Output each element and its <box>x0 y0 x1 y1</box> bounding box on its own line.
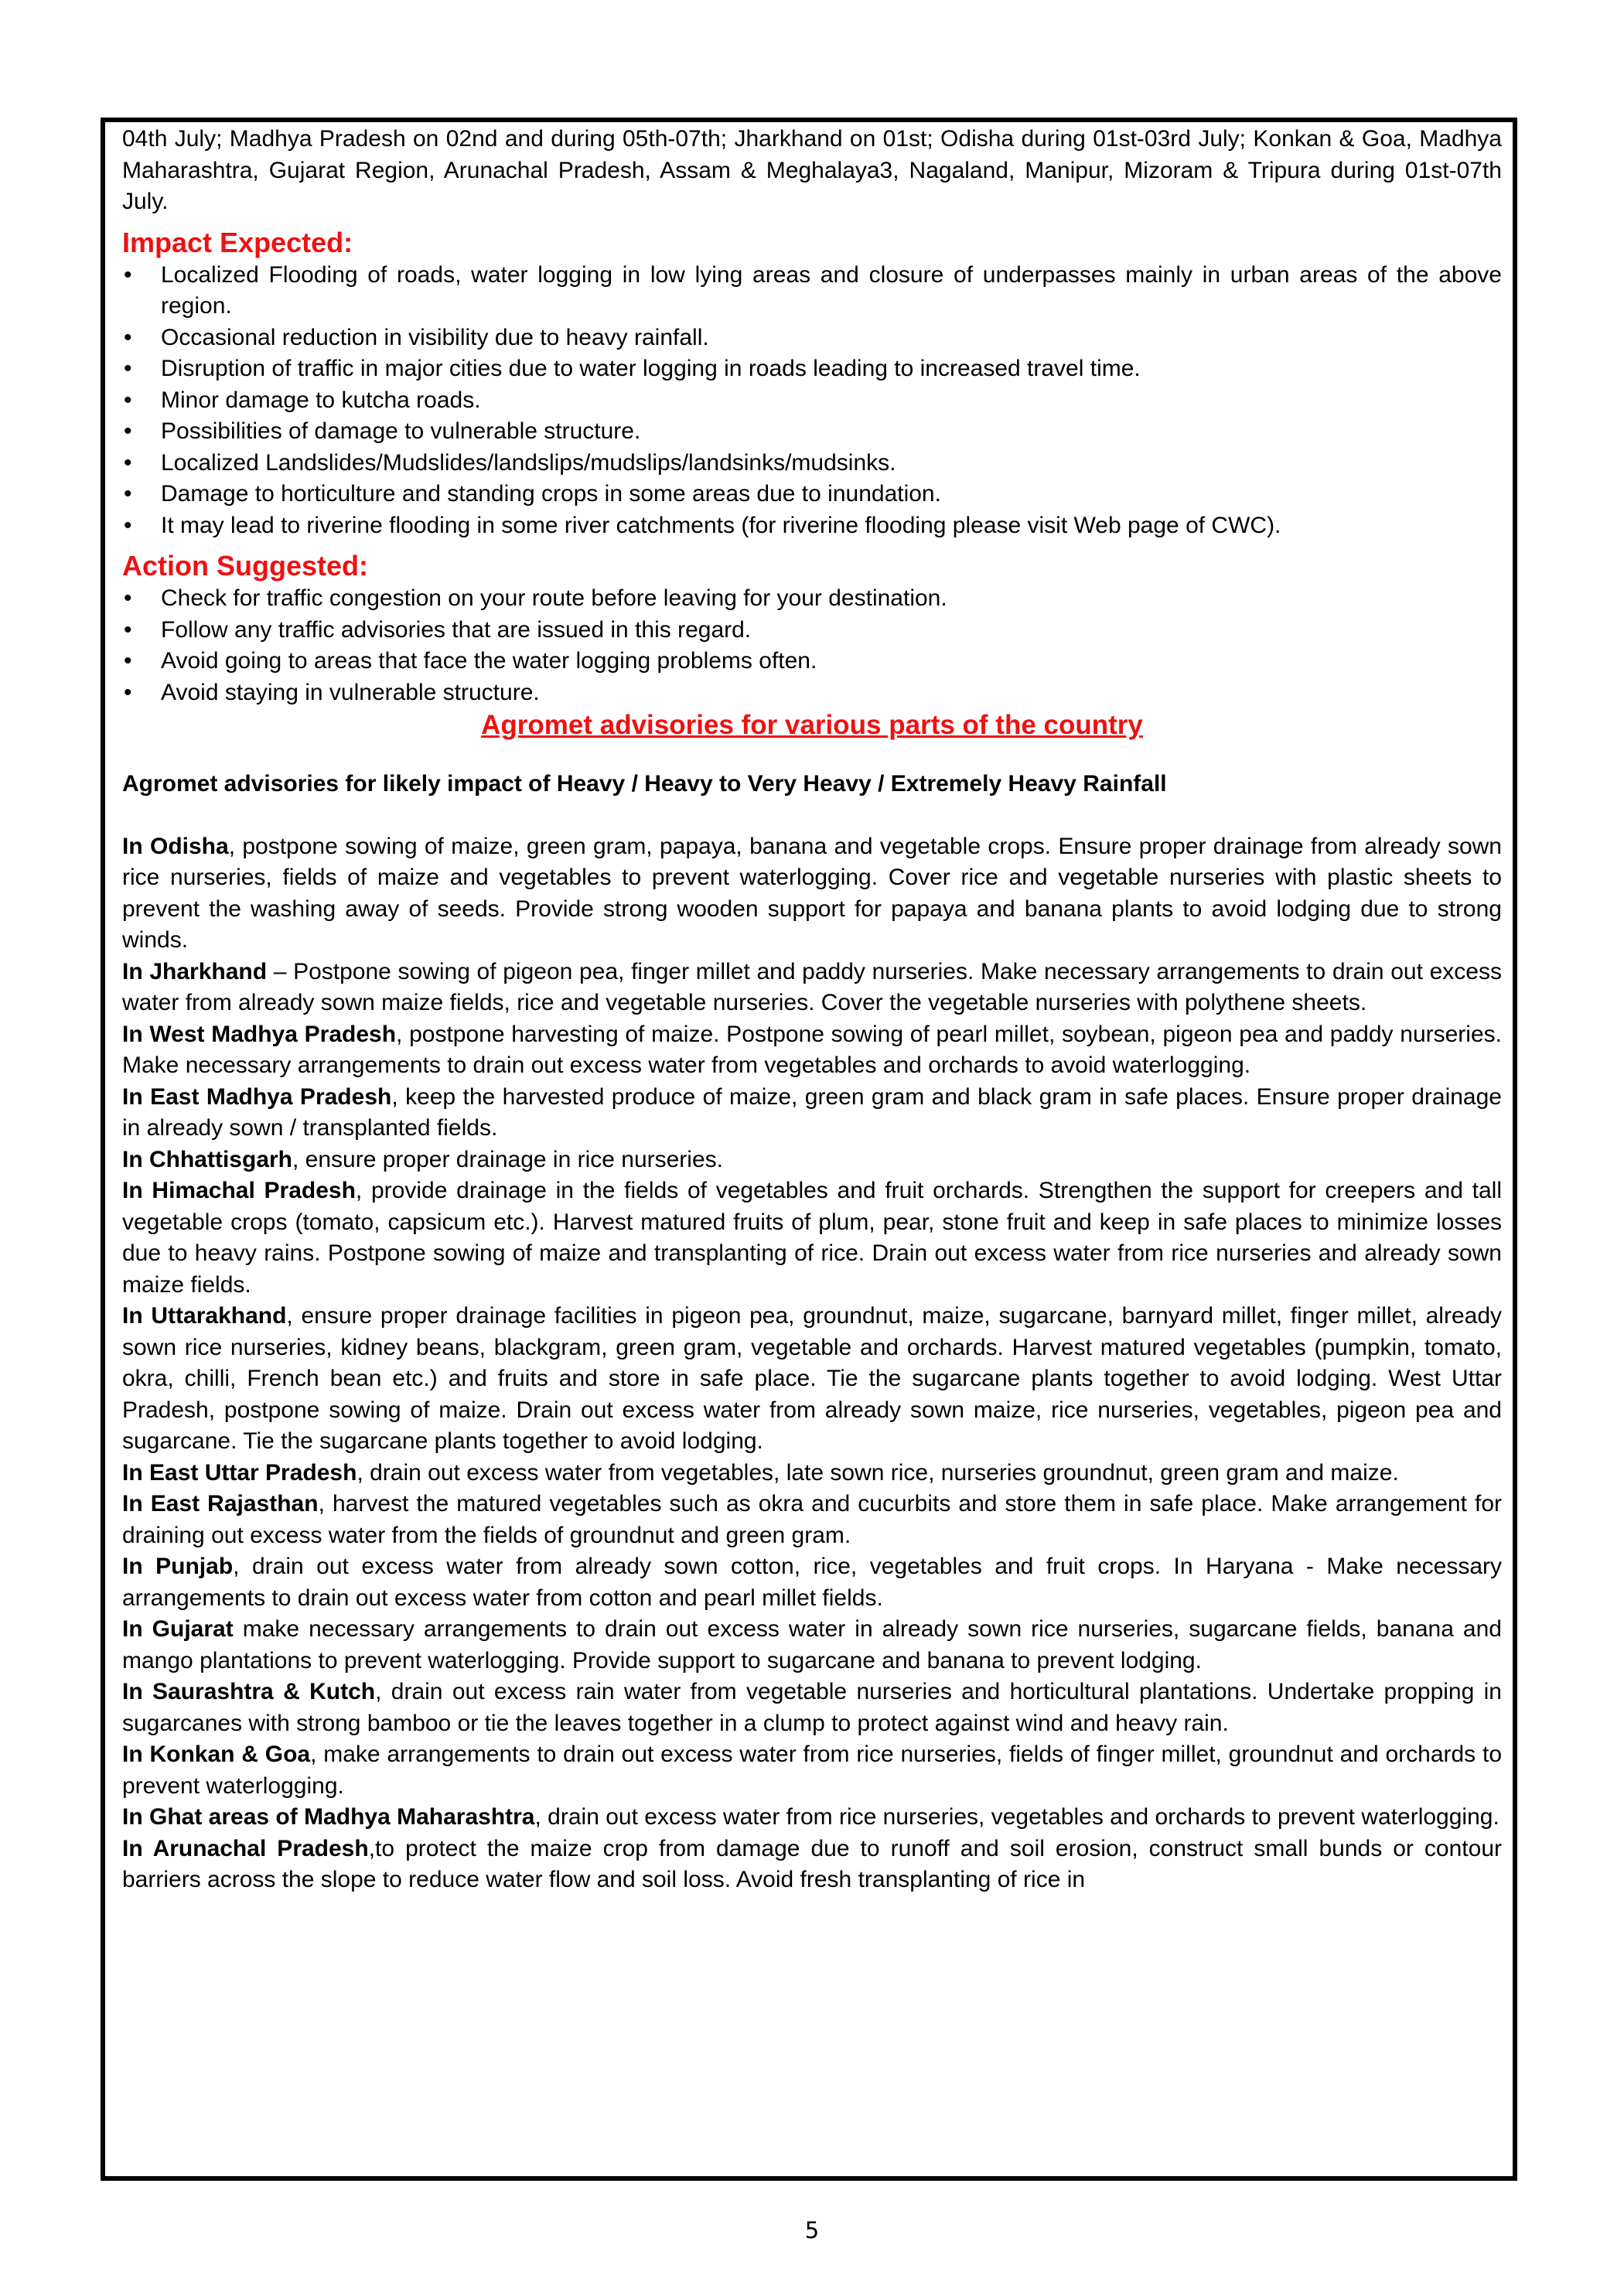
list-item: • Follow any traffic advisories that are issued in this regard. <box>122 615 1502 646</box>
advisory-paragraph <box>122 1802 1502 1834</box>
advisory-text: ,to protect the maize crop from damage due to runoff and soil erosion, construct small bunds or contour barriers across the slope to reduce water flow and soil loss. Avoid fresh transplanting of rice in <box>122 1835 1502 1892</box>
advisory-paragraph <box>122 1301 1502 1458</box>
advisory-paragraph <box>122 1614 1502 1677</box>
region-name: In East Uttar Pradesh <box>122 1459 357 1486</box>
region-name: In Jharkhand <box>122 958 268 984</box>
advisory-text: , postpone harvesting of maize. Postpone sowing of pearl millet, soybean, pigeon pea and paddy nurseries. Make necessary arrangements to drain out excess water from vegetables and orchards to avoid waterlogging. <box>122 1021 1502 1078</box>
advisory-paragraph <box>122 1175 1502 1301</box>
list-item: • Damage to horticulture and standing crops in some areas due to inundation. <box>122 479 1502 510</box>
advisory-text: , ensure proper drainage facilities in pigeon pea, groundnut, maize, sugarcane, barnyard millet, finger millet, already sown rice nurseries, kidney beans, blackgram, green gram, vegetable and orchards. Harvest matured vegetables (pumpkin, tomato, okra, chilli, French bean etc.) and fruits and store in safe place. Tie the sugarcane plants together to avoid lodging. West Uttar Pradesh, postpone sowing of maize. Drain out excess water from already sown maize, rice nurseries, vegetables, pigeon pea and sugarcane. Tie the sugarcane plants together to avoid lodging. <box>122 1303 1503 1454</box>
advisory-text: , harvest the matured vegetables such as okra and cucurbits and store them in safe place. Make arrangement for draining out excess water from the fields of groundnut and green gram. <box>122 1491 1503 1548</box>
list-item: • Avoid going to areas that face the water logging problems often. <box>122 646 1502 677</box>
region-name: In East Rajasthan <box>122 1491 319 1516</box>
list-item: • It may lead to riverine flooding in some river catchments (for riverine flooding please visit Web page of CWC). <box>122 510 1502 542</box>
list-item: • Minor damage to kutcha roads. <box>122 385 1502 417</box>
advisory-text: – Postpone sowing of pigeon pea, finger millet and paddy nurseries. Make necessary arrangements to drain out excess water from already sown maize fields, rice and vegetable nurseries. Cover the vegetable nurseries with polythene sheets. <box>122 958 1502 1015</box>
advisory-text: , postpone sowing of maize, green gram, papaya, banana and vegetable crops. Ensure proper drainage from already sown rice nurseries, fields of maize and vegetables to prevent waterlogging. Cover rice and vegetable nurseries with plastic sheets to prevent the washing away of seeds. Provide strong wooden support for papaya and banana plants to avoid lodging due to strong winds. <box>122 833 1502 953</box>
region-name: In Arunachal Pradesh <box>122 1835 369 1861</box>
advisory-paragraph <box>122 1834 1502 1896</box>
page-number: 5 <box>804 2217 820 2243</box>
region-name: In Saurashtra & Kutch <box>122 1679 376 1704</box>
advisory-paragraph <box>122 1019 1502 1082</box>
advisory-text: , drain out excess water from vegetables, late sown rice, nurseries groundnut, green gram and maize. <box>357 1459 1399 1486</box>
region-name: In West Madhya Pradesh <box>122 1021 397 1047</box>
action-list <box>122 583 1502 708</box>
advisory-text: , drain out excess rain water from vegetable nurseries and horticultural plantations. Undertake propping in sugarcanes with strong bamboo or tie the leaves together in a clump to protect against wind and heavy rain. <box>122 1679 1502 1736</box>
agromet-advisory-list <box>122 831 1502 1896</box>
advisory-paragraph <box>122 1739 1502 1802</box>
advisory-text: , drain out excess water from rice nurseries, vegetables and orchards to prevent waterlogging. <box>534 1804 1499 1830</box>
region-name: In Punjab <box>122 1554 234 1579</box>
impact-heading: Impact Expected: <box>122 226 353 258</box>
advisory-text: , provide drainage in the fields of vegetables and fruit orchards. Strengthen the support for creepers and tall vegetable crops (tomato, capsicum etc.). Harvest matured fruits of plum, pear, stone fruit and keep in safe places to minimize losses due to heavy rains. Postpone sowing of maize and transplanting of rice. Drain out excess water from rice nurseries and already sown maize fields. <box>122 1178 1502 1298</box>
advisory-paragraph <box>122 1551 1502 1614</box>
impact-list <box>122 260 1502 542</box>
region-name: In Gujarat <box>122 1616 234 1642</box>
region-name: In Konkan & Goa <box>122 1742 311 1767</box>
advisory-paragraph <box>122 1082 1502 1145</box>
list-item: • Avoid staying in vulnerable structure. <box>122 677 1502 709</box>
list-item: • Localized Landslides/Mudslides/landslips/mudslips/landsinks/mudsinks. <box>122 448 1502 479</box>
list-item: • Possibilities of damage to vulnerable structure. <box>122 416 1502 448</box>
region-name: In Chhattisgarh <box>122 1146 293 1172</box>
advisory-paragraph <box>122 831 1502 957</box>
advisory-text: , keep the harvested produce of maize, green gram and black gram in safe places. Ensure proper drainage in already sown / transplanted fields. <box>122 1083 1502 1141</box>
advisory-paragraph <box>122 957 1502 1019</box>
advisory-paragraph <box>122 1677 1502 1739</box>
advisory-text: , ensure proper drainage in rice nurseries. <box>292 1146 723 1172</box>
region-name: In East Madhya Pradesh <box>122 1083 392 1110</box>
advisory-paragraph <box>122 1458 1502 1489</box>
list-item: • Occasional reduction in visibility due to heavy rainfall. <box>122 322 1502 354</box>
intro-paragraph: 04th July; Madhya Pradesh on 02nd and during 05th-07th; Jharkhand on 01st; Odisha during 01st-03rd July; Konkan & Goa, Madhya Maharashtra, Gujarat Region, Arunachal Pradesh, Assam & Meghalaya3, Nagaland, Manipur, Mizoram & Tripura during 01st-07th July. <box>122 126 1502 214</box>
region-name: In Himachal Pradesh <box>122 1178 356 1203</box>
document-body <box>122 124 1502 1896</box>
agromet-subheading: Agromet advisories for likely impact of Heavy / Heavy to Very Heavy / Extremely Heavy Rainfall <box>122 771 1167 797</box>
advisory-paragraph <box>122 1145 1502 1176</box>
advisory-text: make necessary arrangements to drain out excess water in already sown rice nurseries, sugarcane fields, banana and mango plantations to prevent waterlogging. Provide support to sugarcane and banana to prevent lodging. <box>122 1616 1502 1673</box>
agromet-section-title: Agromet advisories for various parts of the country <box>481 710 1143 740</box>
advisory-paragraph <box>122 1489 1502 1551</box>
advisory-text: , drain out excess water from already sown cotton, rice, vegetables and fruit crops. In Haryana - Make necessary arrangements to drain out excess water from cotton and pearl millet fields. <box>122 1554 1502 1611</box>
action-heading: Action Suggested: <box>122 550 369 582</box>
list-item: • Localized Flooding of roads, water logging in low lying areas and closure of underpasses mainly in urban areas of the above region. <box>122 260 1502 322</box>
region-name: In Ghat areas of Madhya Maharashtra <box>122 1804 535 1830</box>
advisory-text: , make arrangements to drain out excess water from rice nurseries, fields of finger millet, groundnut and orchards to prevent waterlogging. <box>122 1742 1503 1799</box>
region-name: In Uttarakhand <box>122 1303 287 1329</box>
list-item: • Check for traffic congestion on your route before leaving for your destination. <box>122 583 1502 615</box>
list-item: • Disruption of traffic in major cities due to water logging in roads leading to increased travel time. <box>122 353 1502 385</box>
region-name: In Odisha <box>122 833 229 859</box>
